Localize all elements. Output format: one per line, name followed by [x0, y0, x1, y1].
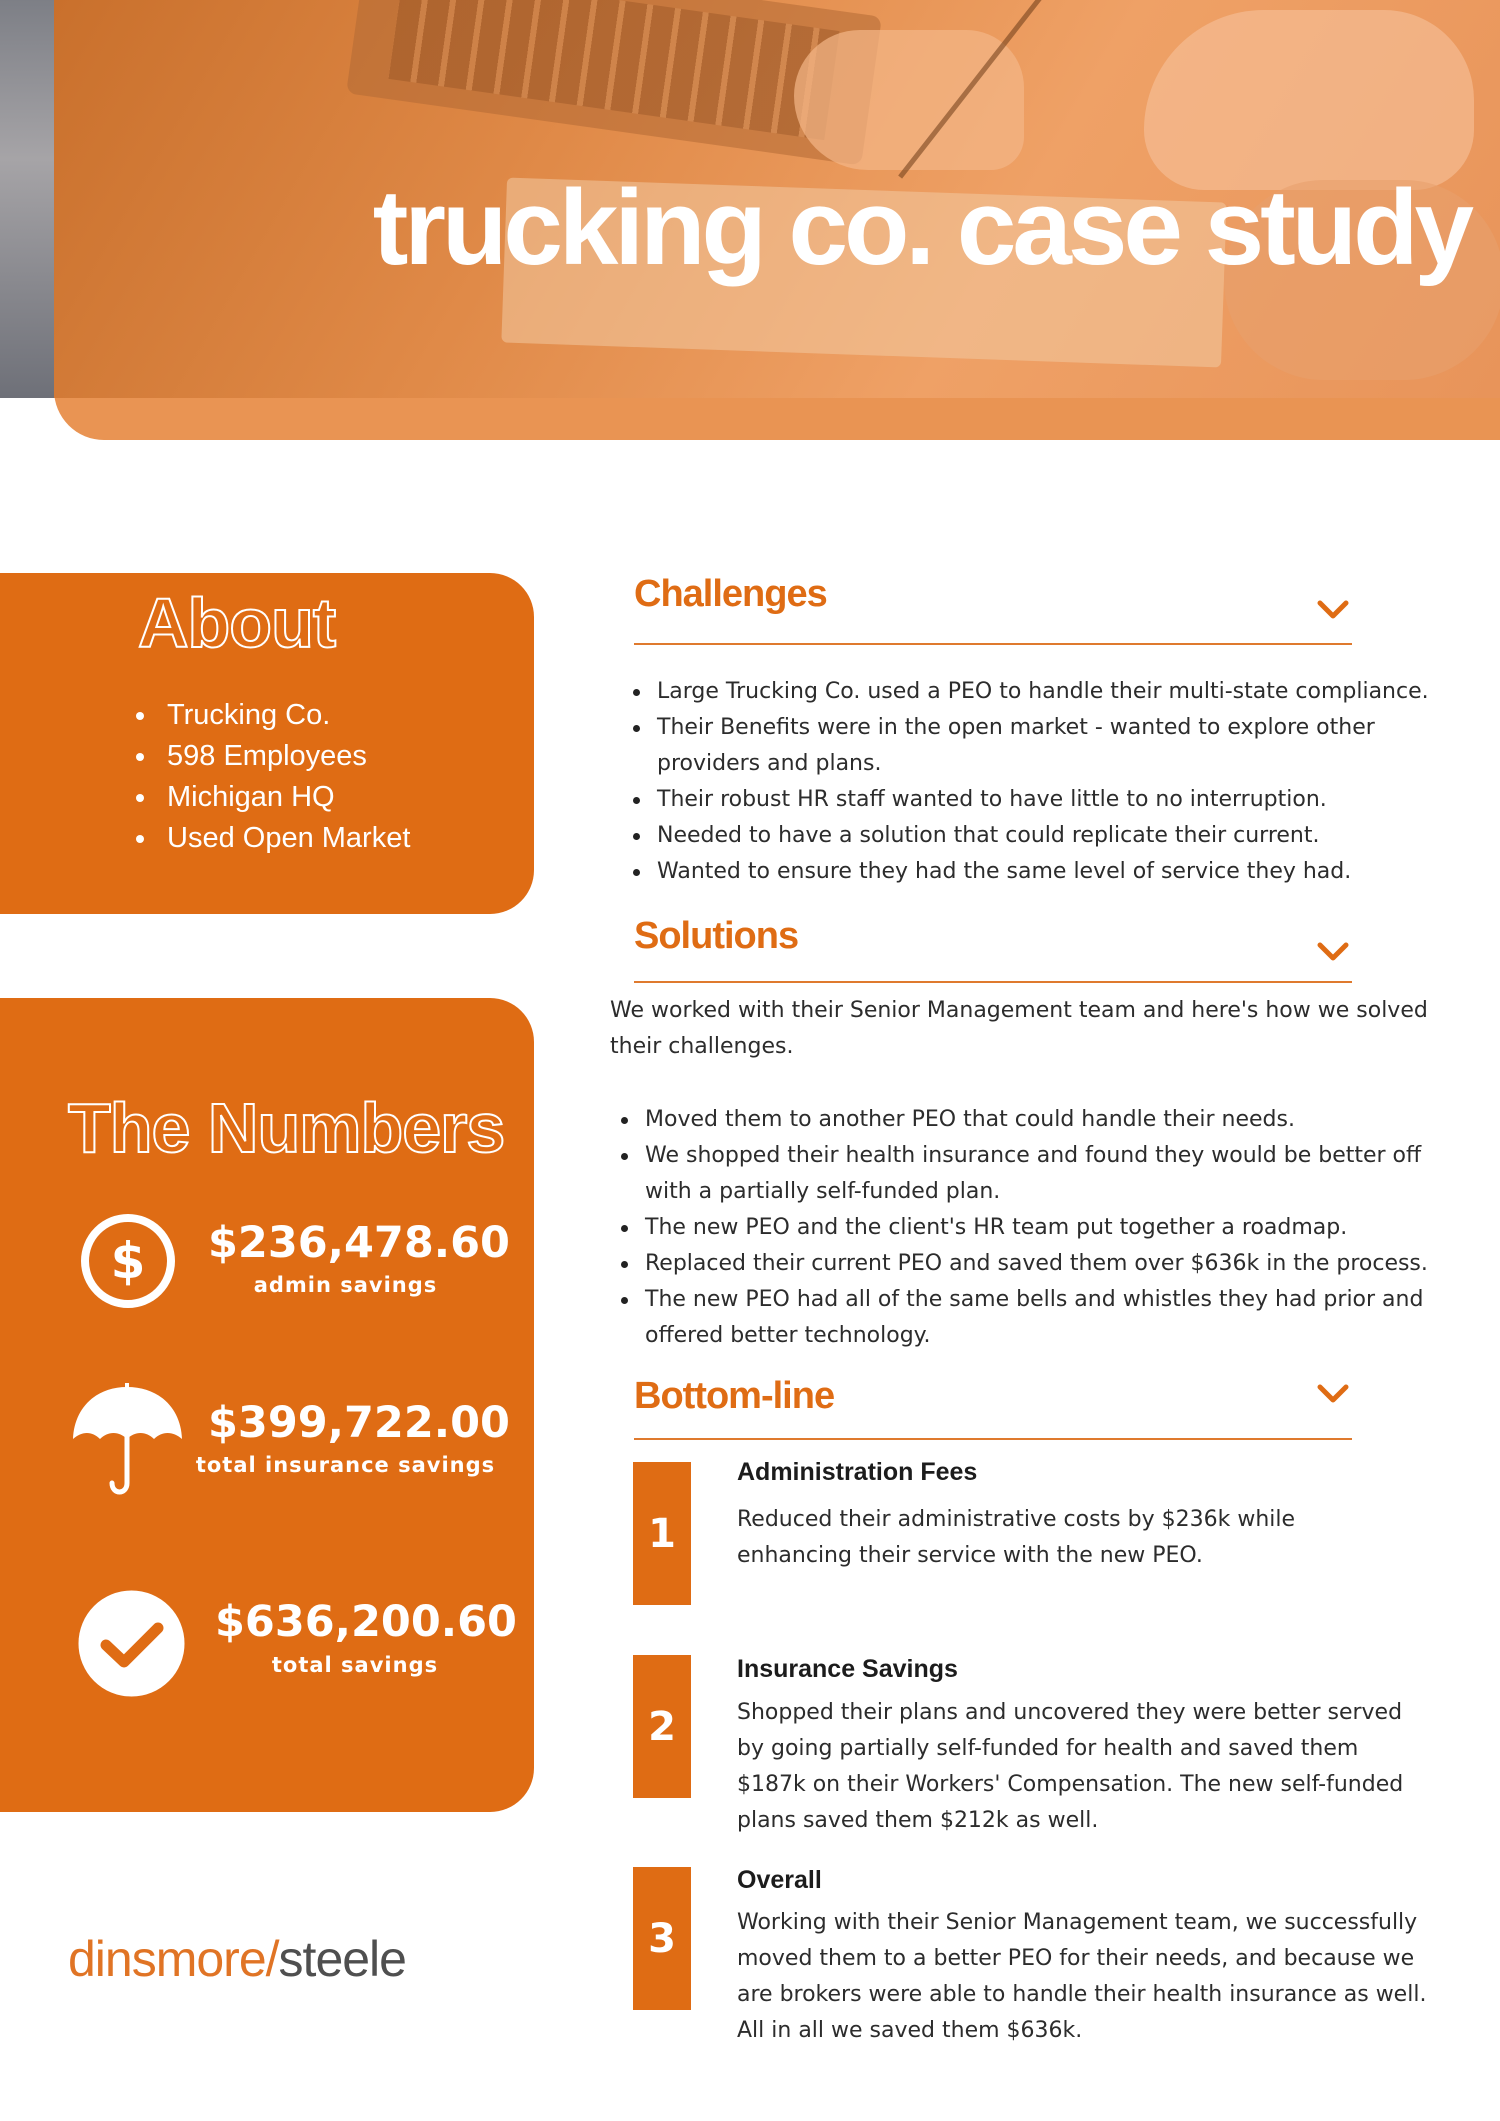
about-item: Trucking Co.: [134, 695, 410, 736]
stat-value-admin: $236,478.60: [208, 1218, 510, 1268]
numbers-title: The Numbers: [68, 1089, 505, 1167]
solutions-list: [618, 1102, 1438, 1354]
list-item: Moved them to another PEO that could handle their needs.: [618, 1102, 1438, 1138]
logo-part2: steele: [278, 1931, 406, 1987]
hero-banner: [0, 0, 1500, 440]
bottomline-title: Bottom-line: [634, 1375, 835, 1417]
dollar-icon: [78, 1211, 178, 1311]
list-item: Their Benefits were in the open market - wanted to explore other providers and plans.: [630, 710, 1460, 782]
about-item: Michigan HQ: [134, 777, 410, 818]
umbrella-icon: [70, 1383, 185, 1503]
stat-label-admin: admin savings: [253, 1273, 438, 1297]
step-number-box: 1: [633, 1462, 691, 1605]
list-item: Wanted to ensure they had the same level of service they had.: [630, 854, 1460, 890]
hand-shape: [1144, 10, 1474, 190]
chevron-down-icon[interactable]: [1316, 599, 1350, 621]
solutions-header[interactable]: [634, 915, 1352, 983]
stat-value-total: $636,200.60: [215, 1597, 517, 1647]
list-item: We shopped their health insurance and found they would be better off with a partially self-funded plan.: [618, 1138, 1438, 1210]
bottomline-header[interactable]: [634, 1375, 1352, 1440]
logo-part1: dinsmore: [68, 1931, 266, 1987]
list-item: The new PEO had all of the same bells and whistles they had prior and offered better technology.: [618, 1282, 1438, 1354]
challenges-title: Challenges: [634, 573, 827, 615]
step-title: Administration Fees: [737, 1458, 978, 1486]
about-list: [134, 695, 410, 859]
solutions-intro: We worked with their Senior Management team and here's how we solved their challenges.: [610, 998, 1428, 1059]
step-text: Working with their Senior Management team, we successfully moved them to a better PEO for their needs, and because we are brokers were able to handle their health insurance as well. All in all we saved them $636k.: [737, 1910, 1427, 2043]
challenges-list: [630, 674, 1460, 890]
about-item: 598 Employees: [134, 736, 410, 777]
logo-slash: /: [265, 1931, 279, 1987]
list-item: Large Trucking Co. used a PEO to handle their multi-state compliance.: [630, 674, 1460, 710]
stat-label-insurance: total insurance savings: [195, 1453, 496, 1477]
page-title: trucking co. case study: [372, 167, 1470, 287]
list-item: Needed to have a solution that could replicate their current.: [630, 818, 1460, 854]
step-title: Insurance Savings: [737, 1655, 958, 1683]
step-text: Shopped their plans and uncovered they were better served by going partially self-funded for health and saved them $187k on their Workers' Compensation. The new self-funded plans saved them $212k as well.: [737, 1700, 1404, 1833]
step-title: Overall: [737, 1866, 822, 1894]
challenges-header[interactable]: [634, 573, 1352, 645]
chevron-down-icon[interactable]: [1316, 1383, 1350, 1405]
svg-text:$: $: [110, 1232, 146, 1290]
hand-shape: [794, 30, 1024, 170]
list-item: The new PEO and the client's HR team put together a roadmap.: [618, 1210, 1438, 1246]
check-icon: [78, 1590, 185, 1697]
step-number-box: 3: [633, 1867, 691, 2010]
hero-photo-edge: [0, 0, 54, 398]
solutions-title: Solutions: [634, 915, 799, 957]
company-logo: [68, 1930, 406, 1988]
about-item: Used Open Market: [134, 818, 410, 859]
chevron-down-icon[interactable]: [1316, 941, 1350, 963]
step-text: Reduced their administrative costs by $236k while enhancing their service with the new PEO.: [737, 1507, 1296, 1568]
about-title: About: [138, 584, 336, 662]
list-item: Replaced their current PEO and saved them over $636k in the process.: [618, 1246, 1438, 1282]
list-item: Their robust HR staff wanted to have little to no interruption.: [630, 782, 1460, 818]
stat-label-total: total savings: [271, 1653, 439, 1677]
step-number-box: 2: [633, 1655, 691, 1798]
stat-value-insurance: $399,722.00: [208, 1398, 510, 1448]
